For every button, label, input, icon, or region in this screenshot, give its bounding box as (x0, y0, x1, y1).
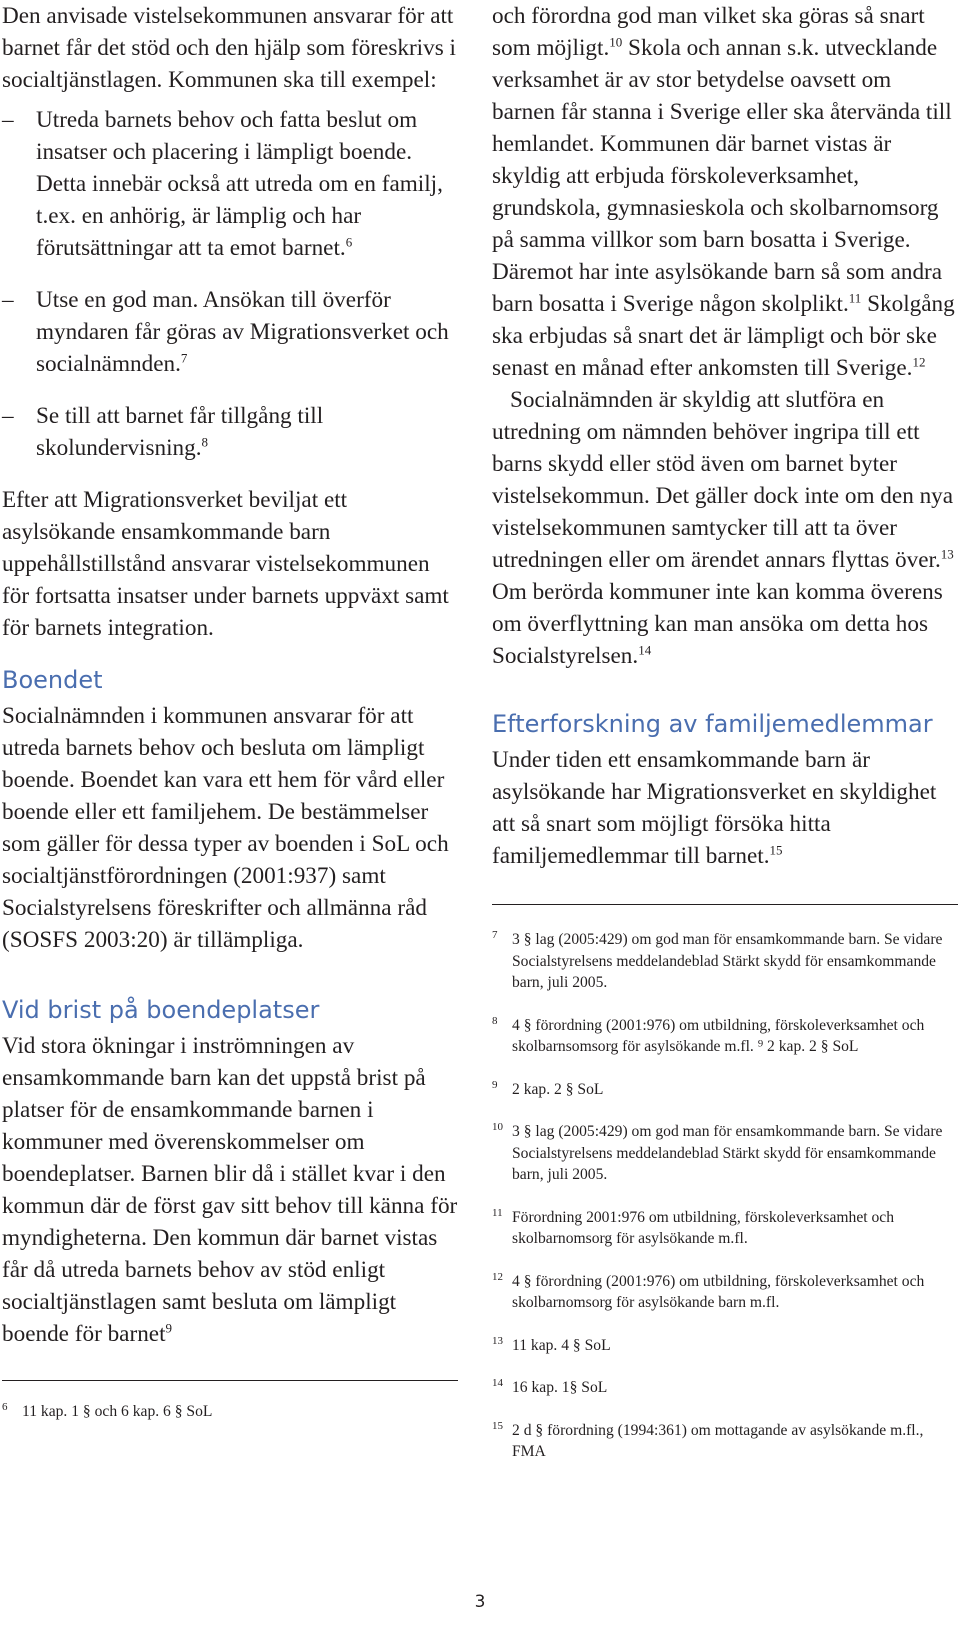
socialnamnden-paragraph (492, 384, 958, 672)
footnote (2, 1401, 458, 1423)
footnote-text: 4 § förordning (2001:976) om utbildning, förskoleverksamhet och skolbarnomsorg för asylsökande barn m.fl. (512, 1272, 925, 1311)
footnote-ref: 14 (638, 642, 652, 658)
footnote (492, 1377, 958, 1399)
footnote-text: 16 kap. 1§ SoL (512, 1379, 608, 1396)
footnote (492, 1207, 958, 1250)
footnote-text: 4 § förordning (2001:976) om utbildning, förskoleverksamhet och skolbarnsomsorg för asylsökande m.fl. ⁹ 2 kap. 2 § SoL (512, 1016, 925, 1055)
left-column (2, 0, 458, 1444)
footnote-divider (2, 1380, 458, 1381)
continuation-text: Skolgång ska erbjudas så snart det är lämpligt och bör ske senast en månad efter ankomsten till Sverige. (492, 291, 955, 381)
vid-brist-paragraph (2, 1030, 458, 1350)
footnote (492, 1015, 958, 1058)
footnote-ref: 8 (201, 434, 209, 450)
list-item (2, 400, 458, 464)
right-column (492, 0, 958, 1484)
footnote-ref: 10 (609, 34, 623, 50)
heading-boendet: Boendet (2, 666, 103, 694)
dash-bullet-icon: – (2, 403, 14, 429)
list-item (2, 284, 458, 380)
dash-bullet-icon: – (2, 287, 14, 313)
footnote-divider (492, 904, 958, 905)
list-item-text: Utreda barnets behov och fatta beslut om insatser och placering i lämpligt boende. Detta innebär också att utreda om en familj, t.ex. en anhörig, är lämplig och har förutsättningar att ta emot barnet. (36, 107, 443, 261)
footnote-number: 12 (492, 1270, 503, 1283)
footnote (492, 1420, 958, 1463)
footnote (492, 1121, 958, 1186)
page-number: 3 (474, 1592, 486, 1612)
footnote-text: 11 kap. 1 § och 6 kap. 6 § SoL (22, 1403, 213, 1420)
footnote-number: 15 (492, 1419, 503, 1432)
footnote (492, 1079, 958, 1101)
intro-paragraph: Den anvisade vistelsekommunen ansvarar för att barnet får det stöd och den hjälp som föreskrivs i socialtjänstlagen. Kommunen ska till exempel: (2, 3, 456, 93)
footnote-ref: 13 (940, 546, 954, 562)
heading-efterforskning: Efterforskning av familjemedlemmar (492, 710, 933, 738)
paragraph-text: Socialnämnden är skyldig att slutföra en utredning om nämnden behöver ingripa till ett barns skydd eller stöd även om barnet byter vistelsekommun. Det gäller dock inte om den nya vistelsekommunen samtycker till att ta över utredningen eller om ärendet annars flyttas över. (492, 387, 954, 573)
footnote (492, 1335, 958, 1357)
footnote (492, 1271, 958, 1314)
responsibility-list (2, 104, 458, 464)
footnote-ref: 11 (848, 290, 862, 306)
footnote-ref: 7 (180, 350, 188, 366)
vid-brist-text: Vid stora ökningar i inströmningen av ensamkommande barn kan det uppstå brist på platser för de ensamkommande barnen i kommuner med överenskommelser om boendeplatser. Barnen blir då i stället kvar i den kommun där de först gav sitt behov till känna för myndigheterna. Den kommun där barnet vistas får då utreda barnets behov av stöd enligt socialtjänstlagen samt besluta om lämpligt boende för barnet (2, 1033, 458, 1347)
footnote-number: 8 (492, 1014, 498, 1027)
footnote (492, 929, 958, 994)
footnote-ref: 12 (912, 354, 926, 370)
list-item-text: Utse en god man. Ansökan till överför myndaren får göras av Migrationsverket och socialnämnden. (36, 287, 449, 377)
efterforskning-paragraph (492, 744, 958, 872)
footnote-text: 2 kap. 2 § SoL (512, 1080, 604, 1098)
footnote-text: 3 § lag (2005:429) om god man för ensamkommande barn. Se vidare Socialstyrelsens meddelandeblad Stärkt skydd för ensamkommande barn, juli 2005. (512, 931, 943, 991)
footnote-number: 9 (492, 1078, 498, 1091)
paragraph-text: Under tiden ett ensamkommande barn är asylsökande har Migrationsverket en skyldighet att så snart som möjligt försöka hitta familjemedlemmar till barnet. (492, 747, 937, 869)
footnote-text: Förordning 2001:976 om utbildning, förskoleverksamhet och skolbarnomsorg för asylsökande m.fl. (512, 1208, 895, 1247)
heading-vid-brist: Vid brist på boendeplatser (2, 996, 320, 1024)
continuation-paragraph (492, 0, 958, 384)
dash-bullet-icon: – (2, 107, 14, 133)
list-item-text: Se till att barnet får tillgång till skolundervisning. (36, 403, 324, 461)
footnote-ref: 6 (345, 234, 353, 250)
footnotes-list (492, 929, 958, 1463)
continuation-text: Skola och annan s.k. utvecklande verksamhet är av stor betydelse oavsett om barnen får stanna i Sverige eller ska återvända till hemlandet. Kommunen där barnet vistas är skyldig att erbjuda förskoleverksamhet, grundskola, gymnasieskola och skolbarnomsorg på samma villkor som barn bosatta i Sverige. Däremot har inte asylsökande barn så som andra barn bosatta i Sverige någon skolplikt. (492, 35, 952, 317)
after-list-paragraph: Efter att Migrationsverket beviljat ett asylsökande ensamkommande barn uppehållstillstånd ansvarar vistelsekommunen för fortsatta insatser under barnets uppväxt samt för barnets integration. (2, 487, 449, 641)
footnote-ref: 15 (769, 842, 783, 858)
footnote-text: 11 kap. 4 § SoL (512, 1336, 611, 1354)
footnote-ref: 9 (165, 1320, 173, 1336)
footnote-number: 13 (492, 1334, 503, 1347)
footnote-number: 14 (492, 1377, 503, 1389)
footnote-text: 3 § lag (2005:429) om god man för ensamkommande barn. Se vidare Socialstyrelsens meddelandeblad Stärkt skydd för ensamkommande barn, juli 2005. (512, 1123, 943, 1183)
footnote-number: 10 (492, 1121, 503, 1133)
continuation-text: och förordna god man vilket ska göras så snart som möjligt. (492, 3, 925, 61)
footnote-text: 2 d § förordning (1994:361) om mottagande av asylsökande m.fl., FMA (512, 1421, 924, 1460)
paragraph-text: Om berörda kommuner inte kan komma överens om överflyttning kan man ansöka om detta hos Socialstyrelsen. (492, 579, 943, 669)
boendet-paragraph: Socialnämnden i kommunen ansvarar för att utreda barnets behov och besluta om lämpligt boende. Boendet kan vara ett hem för vård eller boende eller ett familjehem. De bestämmelser som gäller för dessa typer av boenden i SoL och socialtjänstförordningen (2001:937) samt Socialstyrelsens föreskrifter och allmänna råd (SOSFS 2003:20) är tillämpliga. (2, 703, 449, 953)
list-item (2, 104, 458, 264)
footnote-number: 11 (492, 1206, 503, 1219)
footnote-number: 6 (2, 1401, 8, 1413)
footnote-number: 7 (492, 929, 498, 941)
